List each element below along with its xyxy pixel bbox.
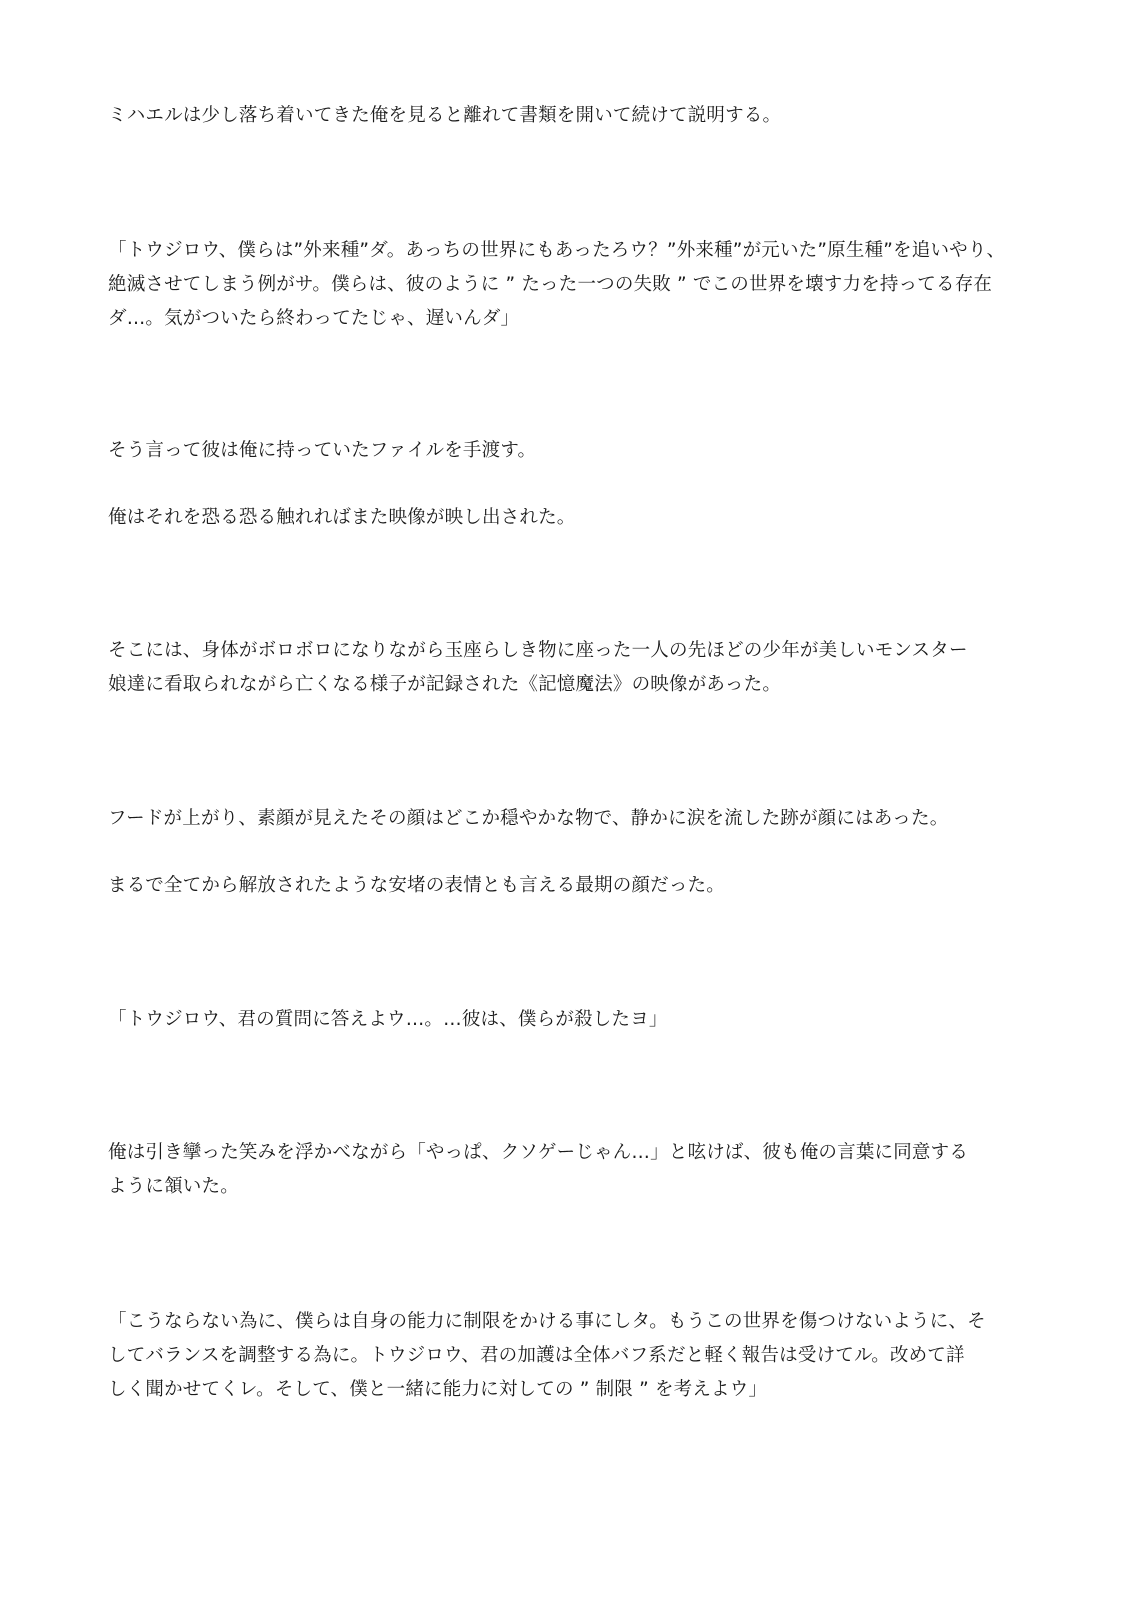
paragraph-1: ミハエルは少し落ち着いてきた俺を見ると離れて書類を開いて続けて説明する。	[108, 105, 782, 126]
paragraph-2-dialogue: 「トウジロウ、僕らは”外来種”ダ。あっちの世界にもあったろウ？”外来種”が元いた”原生種”を追いやり、 絶滅させてしまう例がサ。僕らは、彼のように ” たった一つの失敗 ” でこの世界を壊す力を持ってる存在 ダ…。気がついたら終わってたじゃ、遅いんダ」	[108, 240, 1006, 329]
paragraph-3: そう言って彼は俺に持っていたファイルを手渡す。	[108, 440, 537, 461]
paragraph-8-dialogue: 「トウジロウ、君の質問に答えよウ…。…彼は、僕らが殺したヨ」	[108, 1009, 668, 1030]
paragraph-4: 俺はそれを恐る恐る触れればまた映像が映し出された。	[108, 507, 576, 528]
paragraph-10-dialogue: 「こうならない為に、僕らは自身の能力に制限をかける事にしタ。もうこの世界を傷つけないように、そ してバランスを調整する為に。トウジロウ、君の加護は全体バフ系だと軽く報告は受けてル。改めて詳 しく聞かせてくレ。そして、僕と一緒に能力に対しての ” 制限 ” を考えよウ」	[108, 1311, 986, 1400]
paragraph-9: 俺は引き攣った笑みを浮かべながら「やっぱ、クソゲーじゃん…」と呟けば、彼も俺の言葉に同意する ように頷いた。	[108, 1142, 969, 1197]
paragraph-5: そこには、身体がボロボロになりながら玉座らしき物に座った一人の先ほどの少年が美しいモンスター 娘達に看取られながら亡くなる様子が記録された《記憶魔法》の映像があった。	[108, 640, 968, 695]
paragraph-6: フードが上がり、素顔が見えたその顔はどこか穏やかな物で、静かに涙を流した跡が顔にはあった。	[108, 808, 949, 829]
paragraph-7: まるで全てから解放されたような安堵の表情とも言える最期の顔だった。	[108, 875, 725, 896]
